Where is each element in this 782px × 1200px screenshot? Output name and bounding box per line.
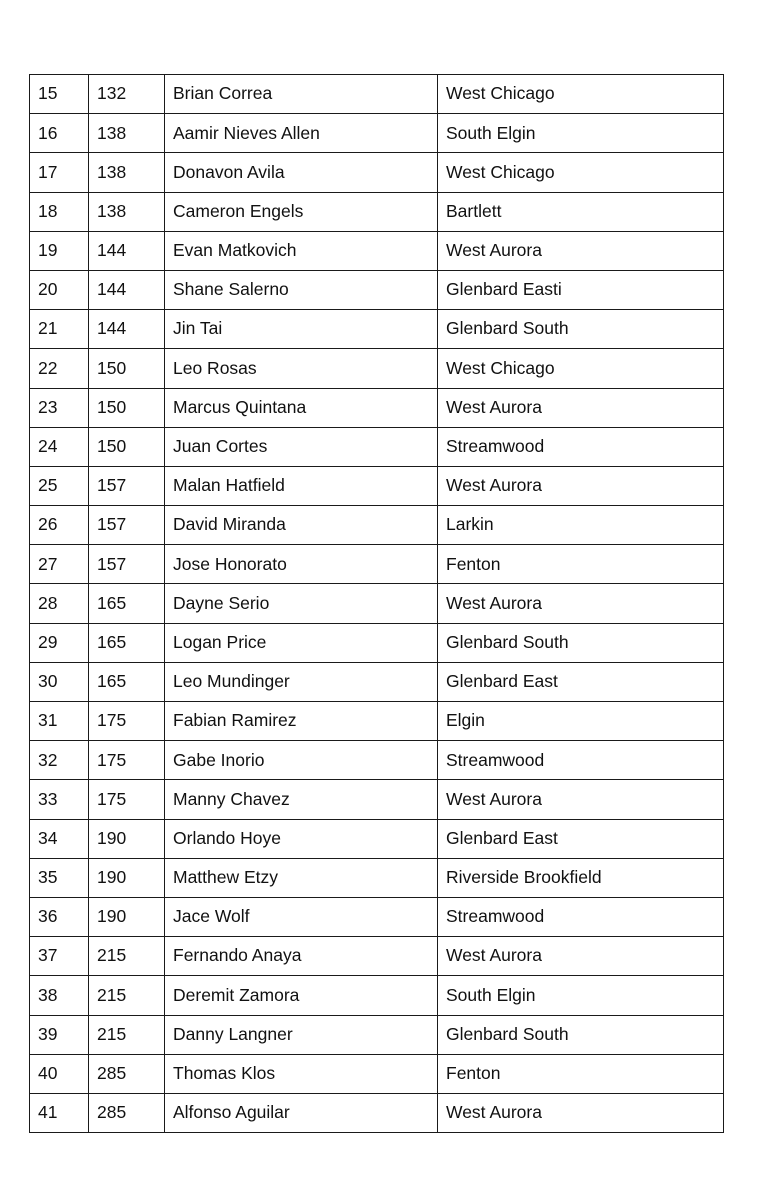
- table-row: [30, 780, 724, 819]
- table-row: [30, 702, 724, 741]
- place-cell: 23: [30, 388, 89, 427]
- table-row: [30, 506, 724, 545]
- weight-cell: 190: [89, 897, 165, 936]
- school-cell: Elgin: [438, 702, 724, 741]
- place-cell: 39: [30, 1015, 89, 1054]
- place-cell: 18: [30, 192, 89, 231]
- table-row: [30, 388, 724, 427]
- table-row: [30, 545, 724, 584]
- table-row: [30, 153, 724, 192]
- table-row: [30, 466, 724, 505]
- weight-cell: 157: [89, 545, 165, 584]
- place-cell: 35: [30, 858, 89, 897]
- table-row: [30, 623, 724, 662]
- weight-cell: 175: [89, 741, 165, 780]
- school-cell: Glenbard East: [438, 662, 724, 701]
- table-row: [30, 937, 724, 976]
- weight-cell: 190: [89, 819, 165, 858]
- place-cell: 26: [30, 506, 89, 545]
- name-cell: Juan Cortes: [165, 427, 438, 466]
- place-cell: 20: [30, 270, 89, 309]
- weight-cell: 138: [89, 153, 165, 192]
- name-cell: Deremit Zamora: [165, 976, 438, 1015]
- place-cell: 22: [30, 349, 89, 388]
- school-cell: West Aurora: [438, 780, 724, 819]
- school-cell: Glenbard South: [438, 623, 724, 662]
- table-row: [30, 819, 724, 858]
- school-cell: West Aurora: [438, 231, 724, 270]
- place-cell: 24: [30, 427, 89, 466]
- name-cell: Shane Salerno: [165, 270, 438, 309]
- weight-cell: 215: [89, 976, 165, 1015]
- table-row: [30, 114, 724, 153]
- name-cell: Cameron Engels: [165, 192, 438, 231]
- roster-table: [29, 74, 724, 1133]
- weight-cell: 165: [89, 623, 165, 662]
- name-cell: Matthew Etzy: [165, 858, 438, 897]
- table-row: [30, 231, 724, 270]
- name-cell: David Miranda: [165, 506, 438, 545]
- place-cell: 29: [30, 623, 89, 662]
- weight-cell: 157: [89, 466, 165, 505]
- school-cell: Glenbard South: [438, 1015, 724, 1054]
- name-cell: Dayne Serio: [165, 584, 438, 623]
- place-cell: 32: [30, 741, 89, 780]
- table-row: [30, 741, 724, 780]
- weight-cell: 175: [89, 780, 165, 819]
- weight-cell: 215: [89, 937, 165, 976]
- table-row: [30, 897, 724, 936]
- name-cell: Gabe Inorio: [165, 741, 438, 780]
- name-cell: Manny Chavez: [165, 780, 438, 819]
- weight-cell: 157: [89, 506, 165, 545]
- school-cell: South Elgin: [438, 114, 724, 153]
- weight-cell: 285: [89, 1093, 165, 1132]
- name-cell: Malan Hatfield: [165, 466, 438, 505]
- table-row: [30, 192, 724, 231]
- table-row: [30, 584, 724, 623]
- school-cell: West Aurora: [438, 937, 724, 976]
- school-cell: West Aurora: [438, 584, 724, 623]
- table-row: [30, 858, 724, 897]
- weight-cell: 165: [89, 662, 165, 701]
- name-cell: Evan Matkovich: [165, 231, 438, 270]
- weight-cell: 175: [89, 702, 165, 741]
- name-cell: Jose Honorato: [165, 545, 438, 584]
- name-cell: Fernando Anaya: [165, 937, 438, 976]
- roster-table-body: [30, 75, 724, 1133]
- table-row: [30, 976, 724, 1015]
- table-row: [30, 662, 724, 701]
- weight-cell: 132: [89, 75, 165, 114]
- table-row: [30, 310, 724, 349]
- place-cell: 36: [30, 897, 89, 936]
- school-cell: West Aurora: [438, 388, 724, 427]
- weight-cell: 215: [89, 1015, 165, 1054]
- name-cell: Fabian Ramirez: [165, 702, 438, 741]
- place-cell: 25: [30, 466, 89, 505]
- school-cell: Fenton: [438, 1054, 724, 1093]
- place-cell: 21: [30, 310, 89, 349]
- weight-cell: 144: [89, 231, 165, 270]
- name-cell: Danny Langner: [165, 1015, 438, 1054]
- school-cell: Glenbard East: [438, 819, 724, 858]
- school-cell: West Aurora: [438, 466, 724, 505]
- name-cell: Leo Rosas: [165, 349, 438, 388]
- weight-cell: 285: [89, 1054, 165, 1093]
- table-row: [30, 270, 724, 309]
- place-cell: 16: [30, 114, 89, 153]
- table-row: [30, 1093, 724, 1132]
- weight-cell: 144: [89, 270, 165, 309]
- name-cell: Thomas Klos: [165, 1054, 438, 1093]
- place-cell: 19: [30, 231, 89, 270]
- place-cell: 34: [30, 819, 89, 858]
- school-cell: Streamwood: [438, 897, 724, 936]
- table-row: [30, 1054, 724, 1093]
- place-cell: 41: [30, 1093, 89, 1132]
- weight-cell: 138: [89, 114, 165, 153]
- school-cell: Riverside Brookfield: [438, 858, 724, 897]
- weight-cell: 165: [89, 584, 165, 623]
- place-cell: 27: [30, 545, 89, 584]
- name-cell: Marcus Quintana: [165, 388, 438, 427]
- school-cell: Fenton: [438, 545, 724, 584]
- name-cell: Donavon Avila: [165, 153, 438, 192]
- place-cell: 38: [30, 976, 89, 1015]
- place-cell: 31: [30, 702, 89, 741]
- table-row: [30, 75, 724, 114]
- school-cell: Glenbard Easti: [438, 270, 724, 309]
- weight-cell: 150: [89, 388, 165, 427]
- name-cell: Alfonso Aguilar: [165, 1093, 438, 1132]
- school-cell: Bartlett: [438, 192, 724, 231]
- name-cell: Aamir Nieves Allen: [165, 114, 438, 153]
- school-cell: Streamwood: [438, 427, 724, 466]
- name-cell: Jace Wolf: [165, 897, 438, 936]
- place-cell: 17: [30, 153, 89, 192]
- school-cell: Larkin: [438, 506, 724, 545]
- place-cell: 30: [30, 662, 89, 701]
- place-cell: 33: [30, 780, 89, 819]
- weight-cell: 150: [89, 427, 165, 466]
- place-cell: 37: [30, 937, 89, 976]
- table-row: [30, 1015, 724, 1054]
- weight-cell: 144: [89, 310, 165, 349]
- table-row: [30, 427, 724, 466]
- name-cell: Jin Tai: [165, 310, 438, 349]
- school-cell: West Chicago: [438, 349, 724, 388]
- school-cell: West Chicago: [438, 75, 724, 114]
- place-cell: 15: [30, 75, 89, 114]
- weight-cell: 150: [89, 349, 165, 388]
- name-cell: Orlando Hoye: [165, 819, 438, 858]
- place-cell: 40: [30, 1054, 89, 1093]
- school-cell: Glenbard South: [438, 310, 724, 349]
- school-cell: Streamwood: [438, 741, 724, 780]
- name-cell: Brian Correa: [165, 75, 438, 114]
- weight-cell: 190: [89, 858, 165, 897]
- name-cell: Logan Price: [165, 623, 438, 662]
- weight-cell: 138: [89, 192, 165, 231]
- school-cell: South Elgin: [438, 976, 724, 1015]
- name-cell: Leo Mundinger: [165, 662, 438, 701]
- school-cell: West Aurora: [438, 1093, 724, 1132]
- place-cell: 28: [30, 584, 89, 623]
- school-cell: West Chicago: [438, 153, 724, 192]
- table-row: [30, 349, 724, 388]
